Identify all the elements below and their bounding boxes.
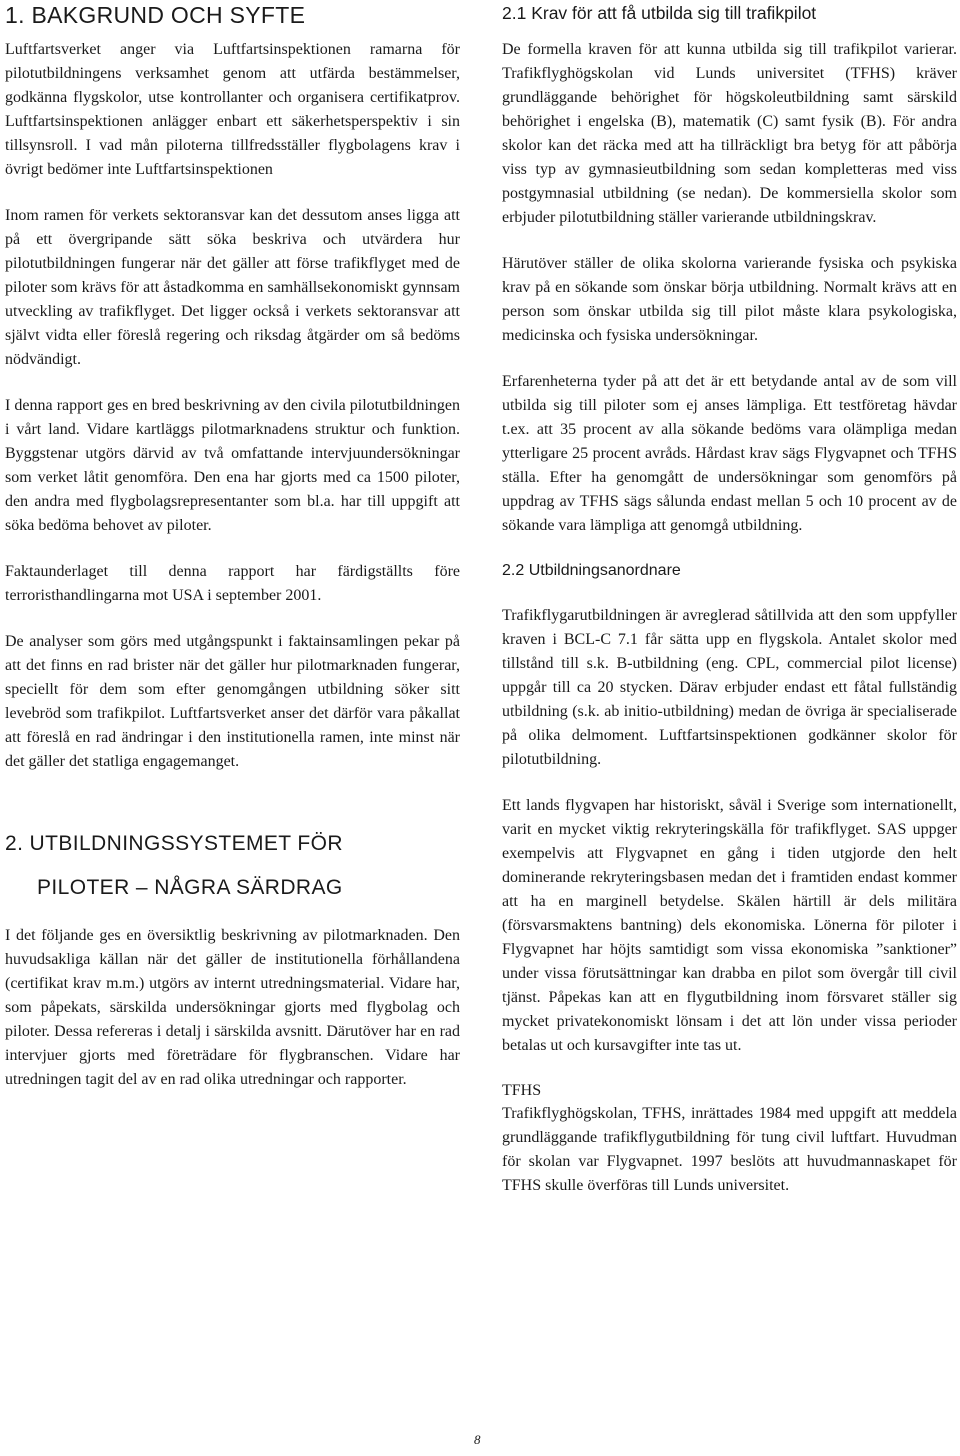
paragraph: De analyser som görs med utgångspunkt i faktainsamlingen pekar på att det finns en rad brister när det gäller hur pilotmarknaden fungerar, speciellt för dem som efter genomgången utbildning söker sitt levebröd som trafikpilot. Luftfartsverket anser det därför vara påkallat att föreslå en rad ändringar i den institutionella ramen, inte minst när det gäller det statliga engagemanget. bbox=[5, 633, 460, 770]
paragraph: Trafikflygarutbildningen är avreglerad såtillvida att den som uppfyller kraven i BCL-C 7.1 får sätta upp en flygskola. Antalet skolor med tillstånd till s.k. B-utbildning (eng. CPL, commercial pilot license) uppgår till ca 20 stycken. Därav erbjuder endast ett fåtal fullständig utbildning (s.k. ab initio-utbildning) medan de övriga är specialiserade på olika delmoment. Luftfartsinspektionen godkänner skolor för pilotutbildning. bbox=[502, 607, 957, 768]
paragraph: De formella kraven för att kunna utbilda sig till trafikpilot varierar. Trafikflyghögskolan vid Lunds universitet (TFHS) kräver grundläggande behörighet för högskoleutbildning samt särskild behörighet i engelska (B), matematik (C) samt fysik (B). För andra skolor kan det räcka med att ha tillräckligt bra betyg för att påbörja viss typ av gymnasieutbildning som sedan kompletteras med viss postgymnasial utbildning (se nedan). De kommersiella skolor som erbjuder pilotutbildning ställer varierande utbildningskrav. bbox=[502, 41, 957, 226]
right-column bbox=[502, 0, 957, 1220]
section-heading-2-2: 2.2 Utbildningsanordnare bbox=[502, 562, 681, 579]
left-column bbox=[5, 0, 460, 1114]
paragraph: Trafikflyghögskolan, TFHS, inrättades 1984 med uppgift att meddela grundläggande trafikflygutbildning för tung civil luftfart. Huvudman för skolan var Flygvapnet. 1997 beslöts att huvudmannaskapet för TFHS skulle överföras till Lunds universitet. bbox=[502, 1105, 957, 1194]
page-number: 8 bbox=[474, 1432, 481, 1447]
paragraph: Luftfartsverket anger via Luftfartsinspektionen ramarna för pilotutbildningens verksamhet genom att utfärda bestämmelser, godkänna flygskolor, utse kontrollanter och organisera certifikatprov. Luftfartsinspektionen anlägger enbart ett säkerhetsperspektiv i sin tillsynsroll. I vad mån piloterna tillfredsställer flygbolagens krav i övrigt bedömer inte Luftfartsinspektionen bbox=[5, 41, 460, 178]
paragraph: Erfarenheterna tyder på att det är ett betydande antal av de som vill utbilda sig till piloter som ej anses lämpliga. Ett testföretag hävdar t.ex. att 35 procent av alla sökande bedöms vara olämpliga medan ytterligare 25 procent avråds. Hårdast krav sägs Flygvapnet och TFHS ställa. Efter ha genomgått de undersökningar som genomförs på uppdrag av TFHS sägs sålunda endast mellan 5 och 10 procent av de sökande vara lämpliga att genomgå utbildning. bbox=[502, 373, 957, 534]
paragraph: I denna rapport ges en bred beskrivning av den civila pilotutbildningen i vårt land. Vidare kartläggs pilotmarknadens struktur och funktion. Byggstenar utgörs därvid av två omfattande intervjuundersökningar som verket låtit genomföra. Den ena har gjorts med ca 1500 piloter, den andra med flygbolagsrepresentanter som bl.a. har till uppgift att söka bedöma behovet av piloter. bbox=[5, 397, 460, 534]
paragraph: Ett lands flygvapen har historiskt, såväl i Sverige som internationellt, varit en mycket viktig rekryteringskälla för trafikflyget. SAS uppger exempelvis att Flygvapnet en gång i tiden utgjorde den helt dominerande rekryteringsbasen medan det i framtiden endast kommer att ha en marginell betydelse. Skälen härtill är dels militära (försvarsmaktens bantning) dels ekonomiska. Lönerna för piloter i Flygvapnet har höjts samtidigt som vissa ekonomiska ”sanktioner” under vissa förutsättningar kan drabba en pilot som övergår till civil tjänst. Påpekas kan att en flygutbildning inom försvaret ställer sig mycket privatekonomiskt lönsam i det att lön under vissa perioder betalas ut och kursavgifter inte tas ut. bbox=[502, 797, 957, 1054]
chapter-heading-line-1: 2. UTBILDNINGSSYSTEMET FÖR bbox=[5, 832, 343, 855]
tfhs-heading: TFHS bbox=[502, 1082, 542, 1099]
chapter-heading-2 bbox=[5, 822, 460, 910]
paragraph: Inom ramen för verkets sektoransvar kan det dessutom anses ligga att på ett övergripande sätt söka beskriva och utvärdera hur pilotutbildningen fungerar när det gäller att förse trafikflyget med de piloter som krävs för att åstadkomma en samhällsekonomiskt gynnsam utveckling av trafikflyget. Det ligger också i verkets sektoransvar att självt vidta eller föreslå regering och riksdag åtgärder om så bedöms nödvändigt. bbox=[5, 207, 460, 368]
section-heading-1: 1. BAKGRUND OCH SYFTE bbox=[5, 2, 306, 28]
paragraph: Faktaunderlaget till denna rapport har färdigställts före terroristhandlingarna mot USA i september 2001. bbox=[5, 563, 460, 604]
section-heading-2-1: 2.1 Krav för att få utbilda sig till trafikpilot bbox=[502, 3, 817, 23]
paragraph: Härutöver ställer de olika skolorna varierande fysiska och psykiska krav på en sökande som önskar börja utbildning. Normalt krävs att en person som önskar utbilda sig till pilot måste klara psykologiska, medicinska och fysiska undersökningar. bbox=[502, 255, 957, 344]
chapter-heading-line-2: PILOTER – NÅGRA SÄRDRAG bbox=[37, 876, 343, 899]
paragraph: I det följande ges en översiktlig beskrivning av pilotmarknaden. Den huvudsakliga källan när det gäller de institutionella förhållandena (certifikat krav m.m.) utgörs av internt utredningsmaterial. Vidare har, som påpekats, särskilda undersökningar gjorts med flygbolag och piloter. Dessa refereras i detalj i särskilda avsnitt. Därutöver har en rad intervjuer gjorts med företrädare för flygbranschen. Vidare har utredningen tagit del av en rad olika utredningar och rapporter. bbox=[5, 927, 460, 1088]
